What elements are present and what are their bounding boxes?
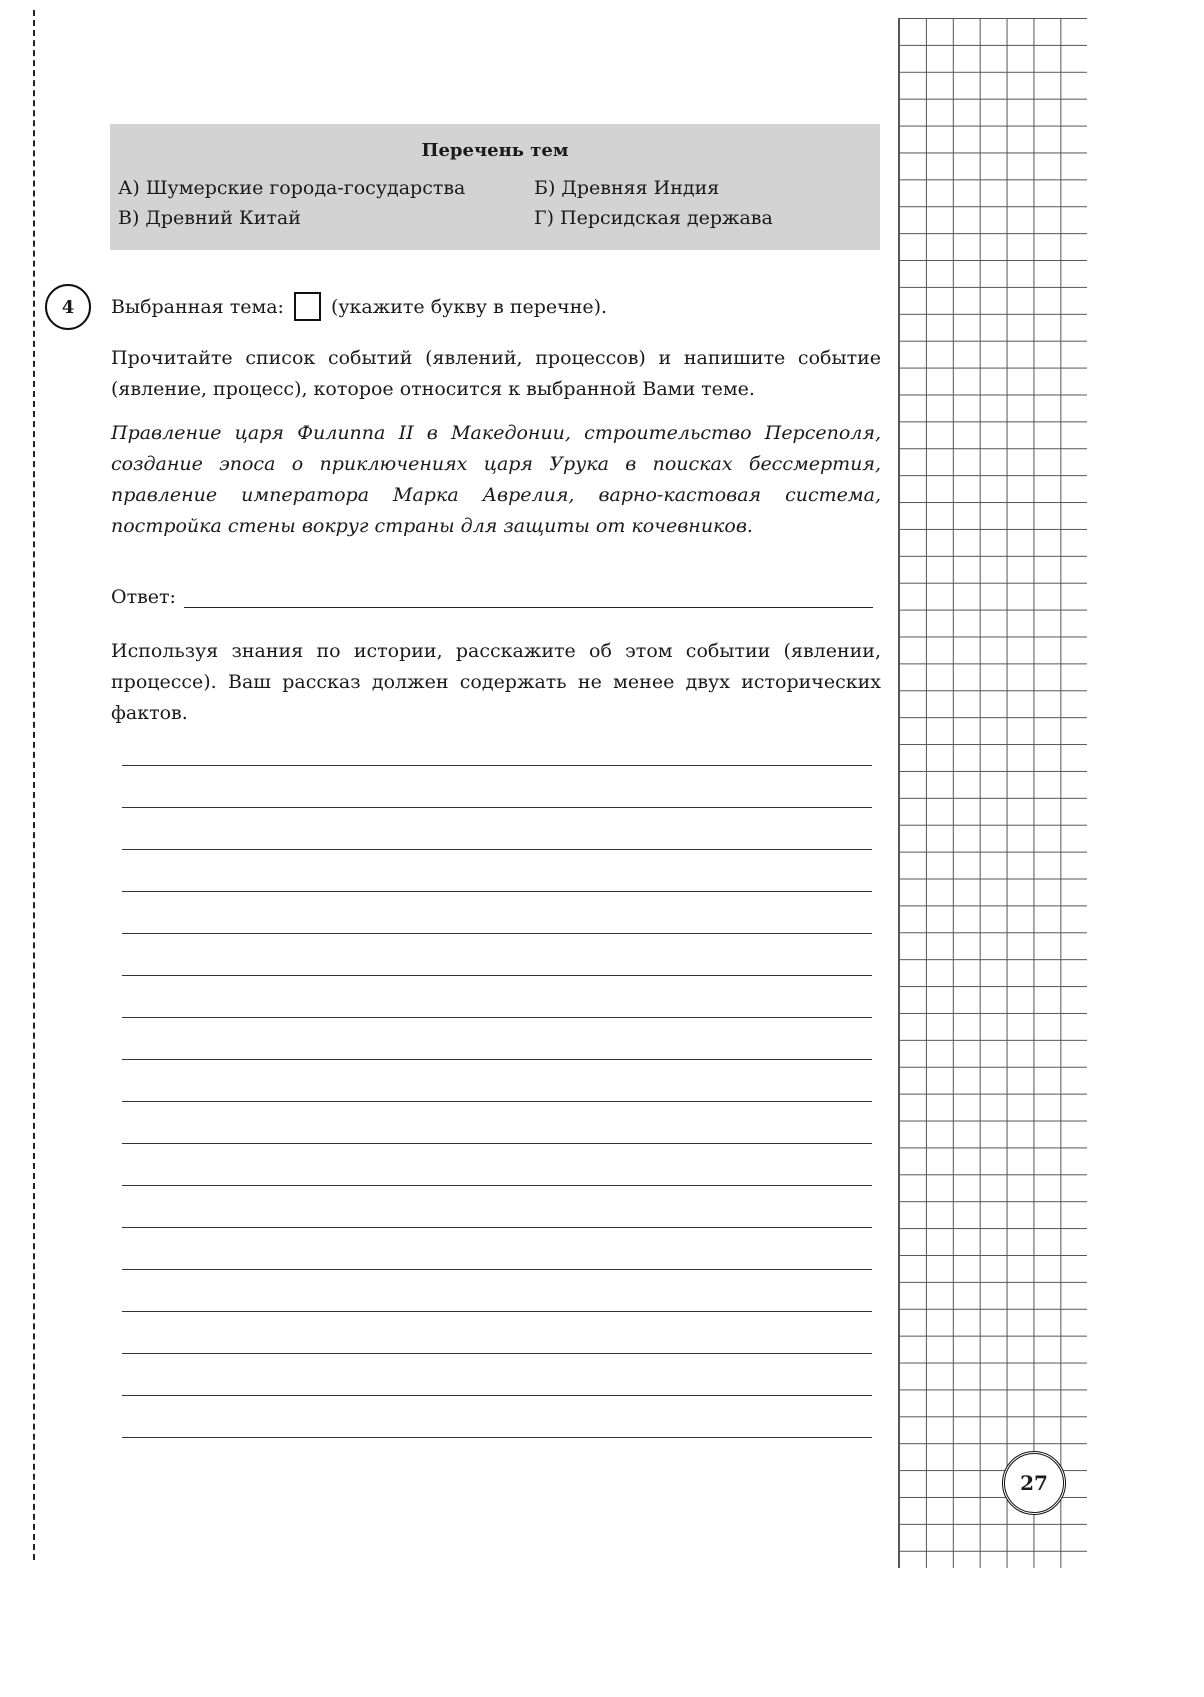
instruction-text: Прочитайте список событий (явлений, процессов) и напишите событие (явление, процесс), которое относится к выбранной Вами теме. bbox=[111, 347, 881, 400]
topic-letter-box[interactable] bbox=[294, 292, 321, 321]
topic-g: Г) Персидская держава bbox=[534, 207, 773, 229]
writing-line[interactable] bbox=[122, 1185, 872, 1186]
writing-line[interactable] bbox=[122, 765, 872, 766]
topic-b: Б) Древняя Индия bbox=[534, 177, 720, 199]
writing-line[interactable] bbox=[122, 975, 872, 976]
story-instruction: Используя знания по истории, расскажите об этом событии (явлении, процессе). Ваш рассказ должен содержать не менее двух исторических фактов. bbox=[111, 640, 881, 724]
page-number: 27 bbox=[1002, 1451, 1066, 1515]
topic-v: В) Древний Китай bbox=[118, 207, 301, 229]
writing-line[interactable] bbox=[122, 891, 872, 892]
topics-box bbox=[110, 124, 880, 250]
task-number: 4 bbox=[45, 284, 91, 330]
writing-line[interactable] bbox=[122, 1395, 872, 1396]
writing-line[interactable] bbox=[122, 933, 872, 934]
events-list: Правление царя Филиппа II в Македонии, строительство Персеполя, создание эпоса о приключениях царя Урука в поисках бессмертия, правление императора Марка Аврелия, варно-кастовая система, постройка стены вокруг страны для защиты от кочевников. bbox=[111, 422, 881, 537]
writing-line[interactable] bbox=[122, 1227, 872, 1228]
cut-line bbox=[33, 10, 35, 1560]
answer-row bbox=[111, 578, 873, 608]
topic-a: А) Шумерские города-государства bbox=[118, 177, 466, 199]
writing-line[interactable] bbox=[122, 1017, 872, 1018]
writing-line[interactable] bbox=[122, 849, 872, 850]
writing-line[interactable] bbox=[122, 1269, 872, 1270]
answer-line[interactable] bbox=[184, 585, 873, 608]
writing-line[interactable] bbox=[122, 1143, 872, 1144]
chosen-topic-row bbox=[111, 292, 607, 321]
writing-line[interactable] bbox=[122, 1059, 872, 1060]
writing-line[interactable] bbox=[122, 1437, 872, 1438]
topics-title: Перечень тем bbox=[421, 140, 569, 161]
writing-line[interactable] bbox=[122, 1311, 872, 1312]
answer-label: Ответ: bbox=[111, 586, 176, 608]
writing-line[interactable] bbox=[122, 1101, 872, 1102]
answer-grid-margin bbox=[898, 18, 1087, 1568]
chosen-topic-label: Выбранная тема: bbox=[111, 295, 284, 318]
writing-line[interactable] bbox=[122, 807, 872, 808]
writing-line[interactable] bbox=[122, 1353, 872, 1354]
chosen-topic-hint: (укажите букву в перечне). bbox=[330, 295, 608, 318]
